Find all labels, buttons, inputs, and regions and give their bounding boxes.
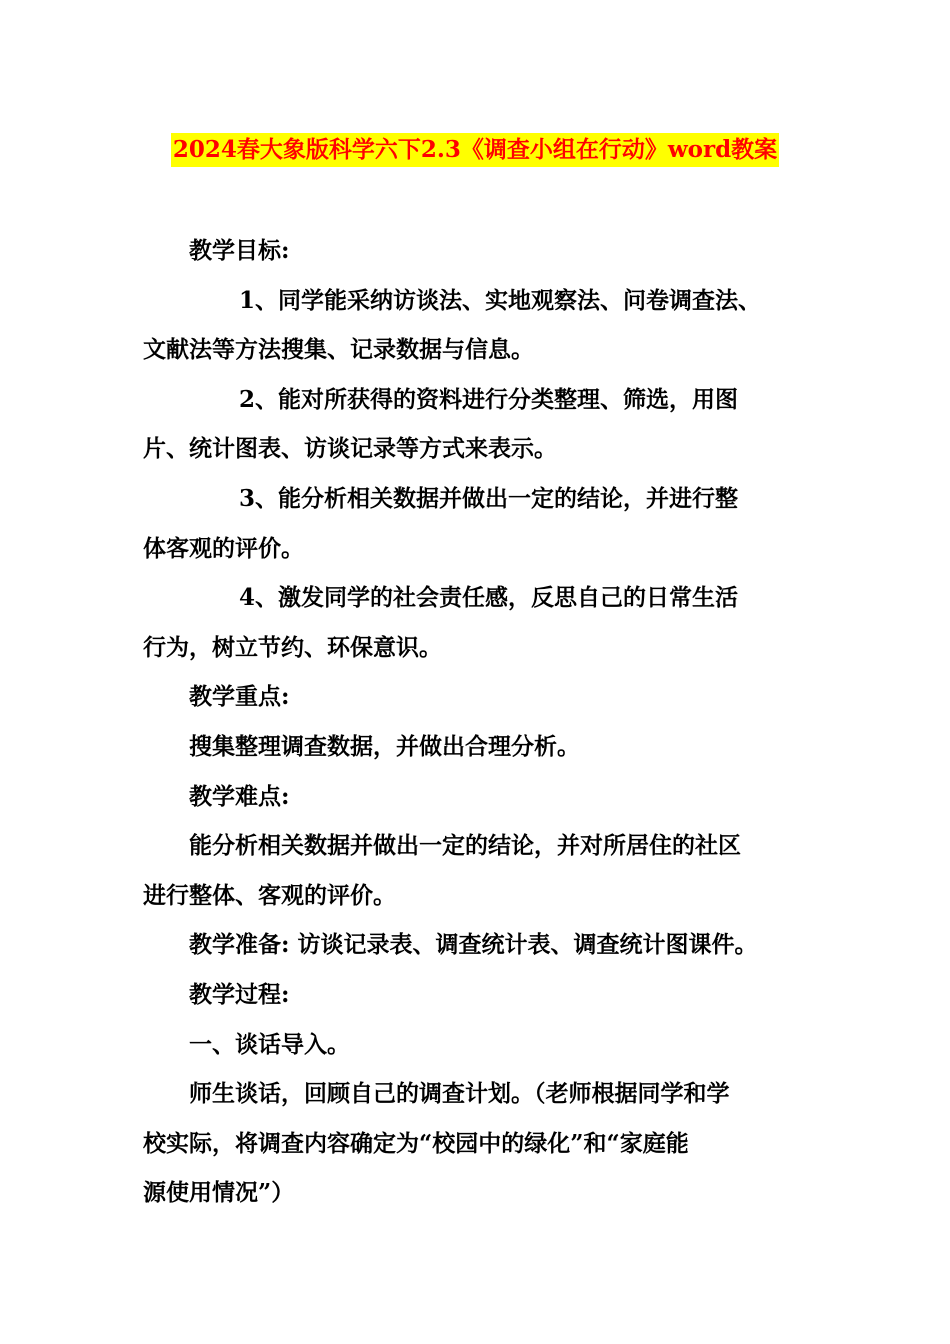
heading-process: 教学过程: (189, 980, 290, 1008)
objective-2-line-1: 2、能对所获得的资料进行分类整理、筛选，用图 (239, 385, 739, 413)
section-1-line-2: 校实际，将调查内容确定为“校园中的绿化”和“家庭能 (143, 1129, 689, 1157)
objective-2-line-2: 片、统计图表、访谈记录等方式来表示。 (143, 435, 557, 463)
heading-difficulties: 教学难点: (189, 782, 290, 810)
objective-4-line-1: 4、激发同学的社会责任感，反思自己的日常生活 (239, 584, 739, 612)
objective-3-line-1: 3、能分析相关数据并做出一定的结论，并进行整 (239, 484, 739, 512)
section-1-line-3: 源使用情况”） (143, 1179, 295, 1207)
document-body (143, 226, 813, 1218)
heading-key-points: 教学重点: (189, 683, 290, 711)
document-title: 2024春大象版科学六下2.3《调查小组在行动》word教案 (171, 133, 779, 167)
difficulties-line-1: 能分析相关数据并做出一定的结论，并对所居住的社区 (189, 832, 741, 860)
title-container (0, 133, 950, 167)
objective-4-line-2: 行为，树立节约、环保意识。 (143, 633, 442, 661)
heading-objectives: 教学目标: (189, 237, 290, 264)
section-1-line-1: 师生谈话，回顾自己的调查计划。（老师根据同学和学 (189, 1080, 730, 1108)
section-1-heading: 一、谈话导入。 (189, 1030, 350, 1058)
key-points-text: 搜集整理调查数据，并做出合理分析。 (189, 732, 580, 760)
preparation-text: 教学准备: 访谈记录表、调查统计表、调查统计图课件。 (189, 931, 758, 959)
objective-1-line-1: 1、同学能采纳访谈法、实地观察法、问卷调查法、 (239, 286, 762, 314)
difficulties-line-2: 进行整体、客观的评价。 (143, 881, 396, 909)
objective-1-line-2: 文献法等方法搜集、记录数据与信息。 (143, 336, 534, 364)
objective-3-line-2: 体客观的评价。 (143, 534, 304, 562)
